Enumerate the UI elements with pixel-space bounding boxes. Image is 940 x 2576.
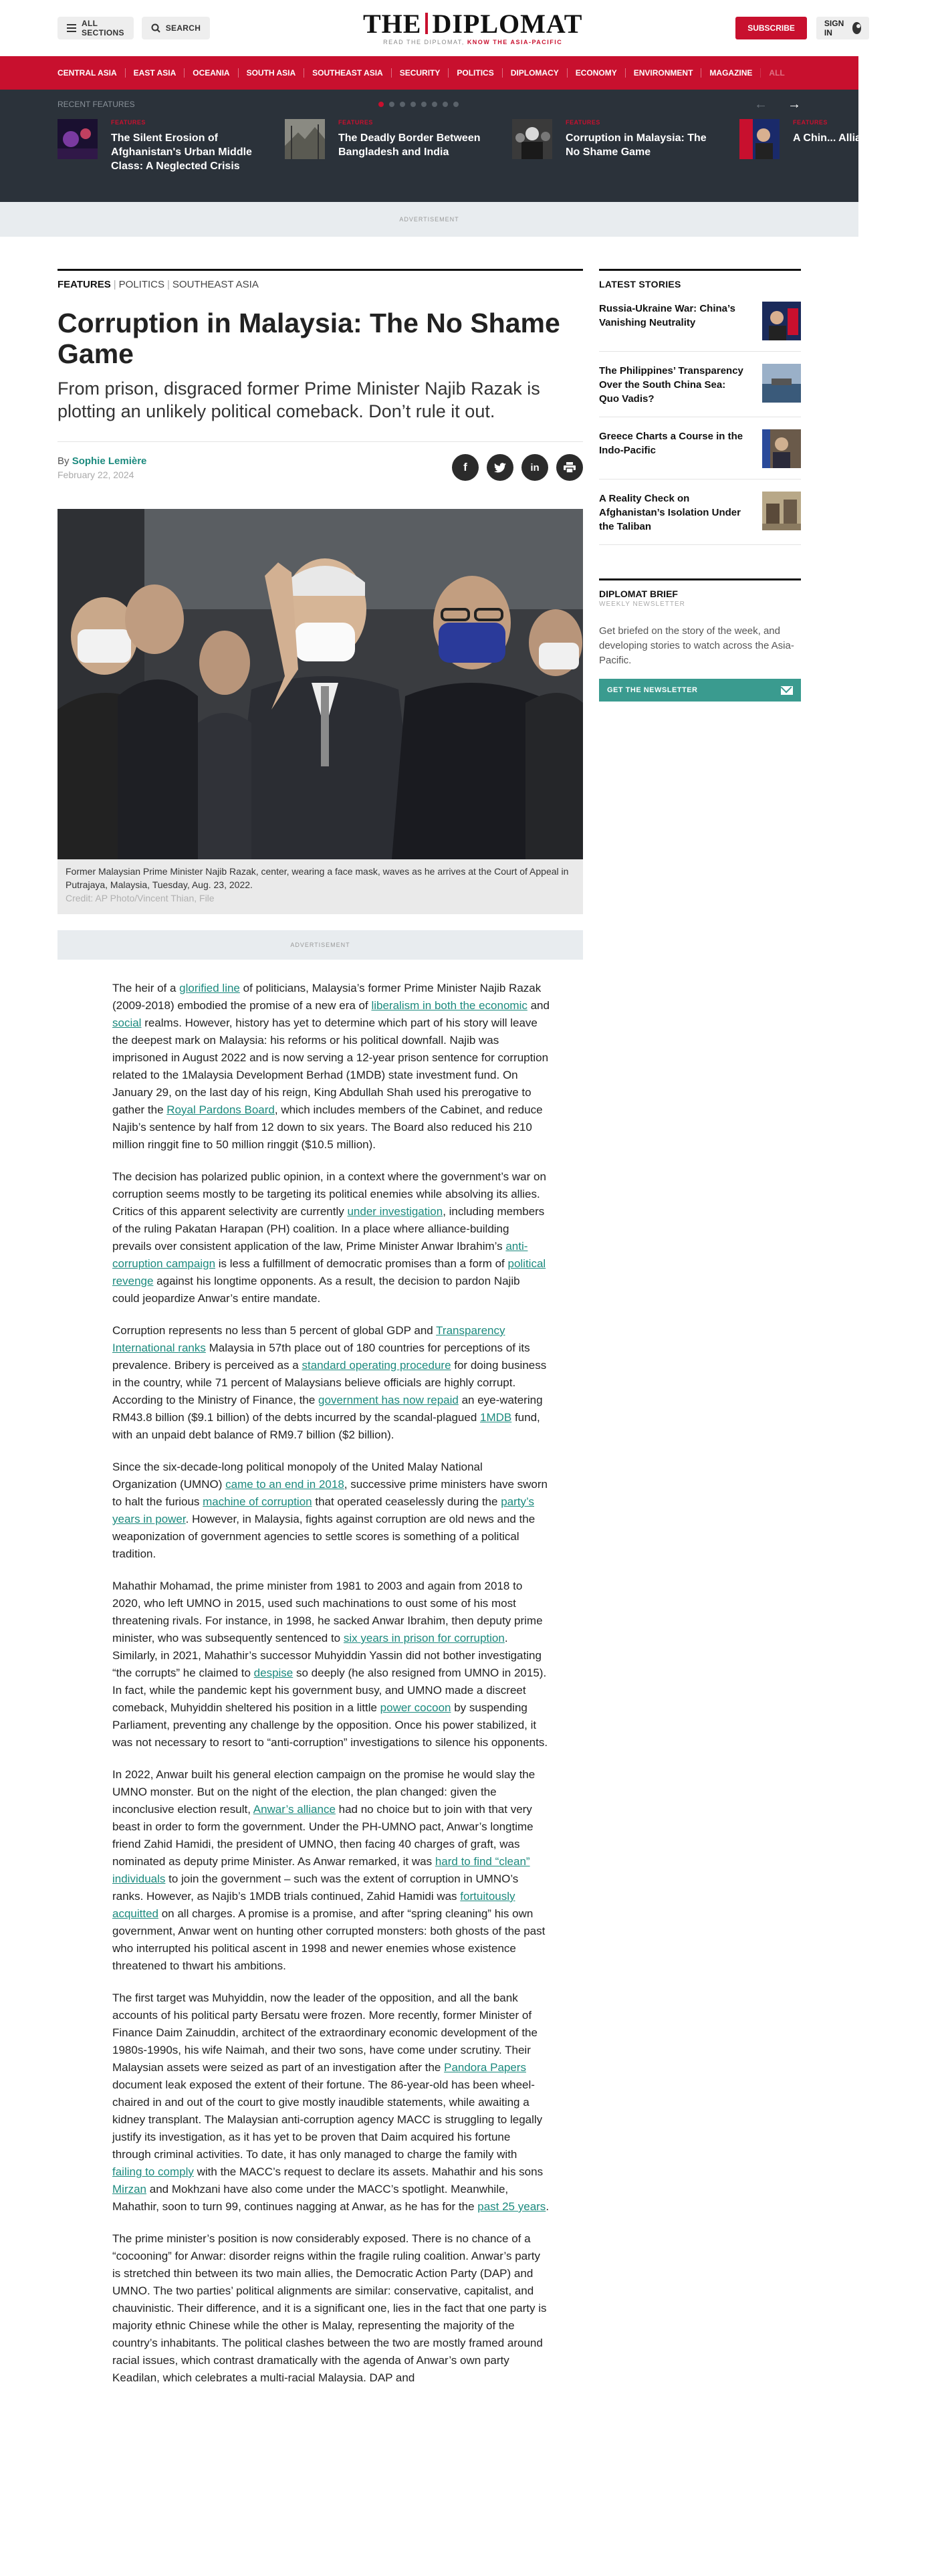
newsletter-title: DIPLOMAT BRIEF: [599, 588, 678, 599]
paragraph-text: that operated ceaselessly during the: [312, 1495, 501, 1508]
feature-thumbnail: [285, 119, 325, 159]
feature-category: FEATURES: [566, 119, 600, 126]
paragraph-text: for doing business in the country, while 71 percent of Malaysians believe officials are highly corrupt. According to the Ministry of Finance, the: [112, 1359, 547, 1406]
paragraph-text: by suspending Parliament, preventing any challenge by the opposition. Once his power stabilized, it was not necessary to resort to “anti-corruption” investigations to silence his opponents.: [112, 1701, 548, 1749]
print-icon[interactable]: [556, 454, 583, 481]
advertisement-banner: ADVERTISEMENT: [0, 202, 858, 237]
site-logo[interactable]: [210, 11, 735, 45]
feature-title: The Silent Erosion of Afghanistan's Urban Middle Class: A Neglected Crisis: [111, 132, 252, 172]
article-paragraph: [112, 1322, 550, 1444]
inline-link[interactable]: Pandora Papers: [444, 2061, 526, 2074]
nav-politics[interactable]: POLITICS: [448, 68, 501, 78]
paragraph-text: , successive prime ministers have sworn to halt the furious: [112, 1478, 548, 1508]
recent-features-carousel: [0, 90, 883, 202]
crumb-politics[interactable]: POLITICS: [118, 279, 164, 290]
article-paragraph: [112, 980, 550, 1154]
nav-southeast-asia[interactable]: SOUTHEAST ASIA: [304, 68, 391, 78]
inline-link[interactable]: anti-corruption campaign: [112, 1240, 528, 1270]
photo-credit: Credit: AP Photo/Vincent Thian, File: [66, 893, 215, 903]
newsletter-box: [599, 578, 801, 702]
get-newsletter-button[interactable]: [599, 679, 801, 702]
carousel-dot[interactable]: [443, 102, 448, 107]
carousel-dot[interactable]: [378, 102, 384, 107]
inline-link[interactable]: machine of corruption: [203, 1495, 312, 1508]
inline-link[interactable]: under investigation: [347, 1205, 443, 1218]
paragraph-text: Since the six-decade-long political monopoly of the United Malay National Organization (UMNO): [112, 1461, 483, 1491]
carousel-dot[interactable]: [432, 102, 437, 107]
inline-link[interactable]: Mirzan: [112, 2183, 147, 2195]
feature-category: FEATURES: [793, 119, 828, 126]
nav-environment[interactable]: ENVIRONMENT: [625, 68, 701, 78]
by-prefix: By: [57, 455, 70, 467]
all-sections-label: ALL SECTIONS: [82, 19, 124, 37]
inline-link[interactable]: came to an end in 2018: [225, 1478, 344, 1491]
carousel-dot[interactable]: [400, 102, 405, 107]
article-paragraph: [112, 1168, 550, 1307]
paragraph-text: against his longtime opponents. As a result, the decision to pardon Najib could jeopardize Anwar’s entire mandate.: [112, 1275, 520, 1305]
photo-caption: [57, 859, 583, 914]
paragraph-text: The prime minister’s position is now considerably exposed. There is no chance of a “cocooning” for Anwar: disorder reigns within the fragile ruling coalition. Anwar’s party is stretched thin between its two main allies, the Democratic Action Party (DAP) and UMNO. The two parties’ political alignments are similar: conservative, capitalist, and chauvinistic. Their difference, and it is a significant one, lies in the fact that one party is majority ethnic Chinese while the other is Malay, representing the majority of the country’s inhabitants. The political clashes between the two are mostly framed around racial issues, which contrast dramatically with the agenda of Anwar’s own party Keadilan, which celebrates a multi-racial Malaysia. DAP and: [112, 2232, 547, 2384]
top-bar: [0, 0, 858, 56]
feature-card[interactable]: [57, 119, 258, 173]
paragraph-text: Malaysia in 57th place out of 180 countries for perceptions of its prevalence. Bribery is perceived as a: [112, 1341, 530, 1372]
tagline-a: READ THE DIPLOMAT,: [383, 39, 465, 45]
paragraph-text: . However, in Malaysia, fights against corruption are old news and the weaponization of government agencies to settle scores is something of a political tradition.: [112, 1513, 536, 1560]
feature-thumbnail: [57, 119, 98, 159]
carousel-next-arrow-icon[interactable]: →: [788, 96, 801, 112]
search-button[interactable]: [142, 17, 210, 39]
feature-card[interactable]: [739, 119, 940, 173]
article-paragraph: [112, 1766, 550, 1975]
inline-link[interactable]: party’s years in power: [112, 1495, 534, 1525]
advertisement-slot: ADVERTISEMENT: [57, 930, 583, 960]
feature-category: FEATURES: [111, 119, 146, 126]
carousel-dot[interactable]: [410, 102, 416, 107]
inline-link[interactable]: fortuitously acquitted: [112, 1890, 515, 1920]
logo-text-left: THE: [362, 9, 422, 39]
paragraph-text: .: [546, 2200, 550, 2213]
paragraph-text: The heir of a: [112, 982, 180, 994]
all-sections-button[interactable]: [57, 17, 134, 39]
sidebar: [599, 269, 801, 2401]
nav-diplomacy[interactable]: DIPLOMACY: [502, 68, 567, 78]
search-icon: [151, 23, 160, 33]
paragraph-text: , which includes members of the Cabinet, and reduce Najib’s sentence by half from 12 down to six years. The Board also reduced his 210 million ringgit fine to 50 million ringgit ($10.5 million).: [112, 1103, 543, 1151]
paragraph-text: and: [527, 999, 550, 1012]
article: [57, 269, 583, 2401]
latest-story-thumbnail: [762, 302, 801, 340]
inline-link[interactable]: Anwar’s alliance: [253, 1803, 336, 1816]
feature-thumbnail: [512, 119, 552, 159]
feature-title: A Chin... Allianc...: [793, 132, 883, 144]
paragraph-text: had no choice but to join with that very beast in order to form the government. Under the PH-UMNO pact, Anwar’s longtime friend Zahid Hamidi, the president of UMNO, then facing 40 charges of graft, was nominated as deputy prime Minister. As Anwar remarked, it was: [112, 1803, 534, 1868]
main-nav: [0, 56, 858, 90]
author-link[interactable]: Sophie Lemière: [72, 455, 147, 467]
carousel-dot[interactable]: [453, 102, 459, 107]
menu-icon: [67, 24, 76, 32]
nav-east-asia[interactable]: EAST ASIA: [125, 68, 185, 78]
inline-link[interactable]: despise: [253, 1667, 293, 1679]
nav-all[interactable]: ALL: [760, 68, 792, 78]
nav-south-asia[interactable]: SOUTH ASIA: [238, 68, 304, 78]
feature-title: Corruption in Malaysia: The No Shame Game: [566, 132, 707, 158]
feature-title: The Deadly Border Between Bangladesh and India: [338, 132, 481, 158]
sign-in-button[interactable]: [816, 17, 869, 39]
paragraph-text: of politicians, Malaysia’s former Prime Minister Najib Razak (2009-2018) embodied the promise of a new era of: [112, 982, 542, 1012]
paragraph-text: The decision has polarized public opinion, in a context where the government’s war on corruption seems mostly to be targeting its political enemies while absolving its allies. Critics of this apparent selectivity are currently: [112, 1170, 546, 1218]
search-label: SEARCH: [165, 23, 201, 33]
latest-story-title[interactable]: The Philippines’ Transparency Over the South China Sea: Quo Vadis?: [599, 365, 743, 405]
feature-card[interactable]: [512, 119, 713, 173]
twitter-share-icon[interactable]: [487, 454, 513, 481]
sign-in-label: SIGN IN: [824, 19, 844, 37]
nav-security[interactable]: SECURITY: [391, 68, 449, 78]
byline: [57, 441, 583, 481]
feature-thumbnail: [739, 119, 780, 159]
paragraph-text: is less a fulfillment of democratic promises than a form of: [215, 1257, 508, 1270]
breadcrumb: FEATURES | POLITICS | SOUTHEAST ASIA: [57, 269, 583, 290]
latest-story-thumbnail: [762, 429, 801, 468]
newsletter-subtitle: WEEKLY NEWSLETTER: [599, 601, 685, 608]
nav-oceania[interactable]: OCEANIA: [184, 68, 237, 78]
inline-link[interactable]: failing to comply: [112, 2165, 194, 2178]
inline-link[interactable]: political revenge: [112, 1257, 546, 1287]
user-icon: [852, 22, 862, 34]
latest-story-title[interactable]: Russia-Ukraine War: China’s Vanishing Neutrality: [599, 303, 735, 328]
paragraph-text: Corruption represents no less than 5 percent of global GDP and: [112, 1324, 437, 1337]
latest-story-thumbnail: [762, 364, 801, 403]
share-buttons: [452, 454, 583, 481]
carousel-prev-arrow-icon[interactable]: ←: [754, 96, 768, 112]
recent-features-label: RECENT FEATURES: [57, 100, 135, 109]
latest-story[interactable]: [599, 417, 801, 479]
inline-link[interactable]: glorified line: [179, 982, 240, 994]
paragraph-text: so deeply (he also resigned from UMNO in 2015). In fact, while the pandemic kept his government busy, and UMNO made a discreet comeback, Muhyiddin sheltered his position in a little: [112, 1667, 547, 1714]
feature-card[interactable]: [285, 119, 485, 173]
lead-photo: [57, 509, 583, 859]
article-paragraph: [112, 1578, 550, 1751]
inline-link[interactable]: past 25 years: [477, 2200, 546, 2213]
carousel-dot[interactable]: [421, 102, 427, 107]
linkedin-share-icon[interactable]: in: [521, 454, 548, 481]
publish-date: February 22, 2024: [57, 469, 134, 480]
nav-central-asia[interactable]: CENTRAL ASIA: [57, 68, 117, 78]
feature-category: FEATURES: [338, 119, 373, 126]
inline-link[interactable]: liberalism in both the economic: [371, 999, 527, 1012]
logo-text-right: DIPLOMAT: [432, 9, 583, 39]
page-title: Corruption in Malaysia: The No Shame Game: [57, 308, 560, 369]
latest-story-thumbnail: [762, 492, 801, 530]
inline-link[interactable]: Transparency International ranks: [112, 1324, 505, 1354]
crumb-southeast-asia[interactable]: SOUTHEAST ASIA: [172, 279, 259, 290]
newsletter-description: Get briefed on the story of the week, and developing stories to watch across the Asia-Pacific.: [599, 625, 794, 666]
latest-story[interactable]: [599, 290, 801, 352]
paragraph-text: Mahathir Mohamad, the prime minister from 1981 to 2003 and again from 2018 to 2020, who left UMNO in 2015, used such machinations to oust some of his most threatening rivals. For instance, in 1998, he sacked Anwar Ibrahim, then deputy prime minister, who was subsequently sentenced to: [112, 1580, 543, 1644]
nav-economy[interactable]: ECONOMY: [567, 68, 625, 78]
facebook-share-icon[interactable]: f: [452, 454, 479, 481]
caption-text: Former Malaysian Prime Minister Najib Razak, center, wearing a face mask, waves as he arrives at the Court of Appeal in Putrajaya, Malaysia, Tuesday, Aug. 23, 2022.: [66, 866, 569, 890]
article-paragraph: [112, 1990, 550, 2216]
crumb-features[interactable]: FEATURES: [57, 279, 111, 290]
envelope-icon: [781, 686, 793, 695]
latest-story[interactable]: [599, 352, 801, 417]
latest-story[interactable]: [599, 479, 801, 545]
inline-link[interactable]: hard to find “clean” individuals: [112, 1855, 530, 1885]
inline-link[interactable]: Royal Pardons Board: [166, 1103, 275, 1116]
nav-magazine[interactable]: MAGAZINE: [701, 68, 760, 78]
carousel-dots: [378, 102, 459, 107]
subscribe-button[interactable]: SUBSCRIBE: [735, 17, 807, 39]
inline-link[interactable]: 1MDB: [480, 1411, 512, 1424]
latest-stories-heading: LATEST STORIES: [599, 269, 801, 290]
paragraph-text: realms. However, history has yet to determine which part of his story will leave the deepest mark on Malaysia: his reforms or his political downfall. Najib was imprisoned in August 2022 and is now serving a 12-year prison sentence for corruption related to the 1Malaysia Development Berhad (1MDB) state investment fund. On January 29, on the last day of his reign, King Abdullah Shah used his prerogative to gather the: [112, 1016, 549, 1116]
paragraph-text: document leak exposed the extent of their fortune. The 86-year-old has been wheel-chaired in and out of the court to give mostly inaudible statements, while awaiting a kidney transplant. The Malaysian anti-corruption agency MACC is struggling to legally justify its investigation, as it has yet to be proven that Daim acquired his fortune through criminal activities. To date, it has only managed to charge the family with: [112, 2078, 543, 2161]
inline-link[interactable]: power cocoon: [380, 1701, 451, 1714]
article-paragraph: [112, 1459, 550, 1563]
latest-story-title[interactable]: Greece Charts a Course in the Indo-Pacific: [599, 431, 743, 456]
paragraph-text: an eye-watering RM43.8 billion ($9.1 billion) of the debts incurred by the scandal-plagued: [112, 1394, 543, 1424]
paragraph-text: In 2022, Anwar built his general election campaign on the promise he would slay the UMNO monster. But on the night of the election, the plan changed: given the inconclusive election result,: [112, 1768, 536, 1816]
tagline-b: KNOW THE ASIA-PACIFIC: [467, 39, 563, 45]
carousel-dot[interactable]: [389, 102, 394, 107]
paragraph-text: The first target was Muhyiddin, now the leader of the opposition, and all the bank accounts of his political party Bersatu were frozen. More recently, former Minister of Finance Daim Zainuddin, architect of the extraordinary economic development of the 1980s-1990s, his wife Naimah, and their two sons, have come under scrutiny. Their Malaysian assets were seized as part of an investigation after the: [112, 1992, 538, 2074]
paragraph-text: with the MACC’s request to declare its assets. Mahathir and his sons: [193, 2165, 544, 2178]
article-paragraph: [112, 2230, 550, 2387]
paragraph-text: , including members of the ruling Pakatan Harapan (PH) coalition. In a place where alliance-building prevails over consistent application of the law, Prime Minister Anwar Ibrahim’s: [112, 1205, 545, 1253]
paragraph-text: fund, with an unpaid debt balance of RM9.7 billion ($2 billion).: [112, 1411, 540, 1441]
get-newsletter-label: GET THE NEWSLETTER: [607, 686, 698, 694]
inline-link[interactable]: government has now repaid: [318, 1394, 459, 1406]
latest-story-title[interactable]: A Reality Check on Afghanistan’s Isolation Under the Taliban: [599, 493, 741, 532]
inline-link[interactable]: social: [112, 1016, 142, 1029]
paragraph-text: . Similarly, in 2021, Mahathir’s successor Muhyiddin Yassin did not bother investigating “the corrupts” he claimed to: [112, 1632, 542, 1679]
article-body: [57, 980, 583, 2387]
paragraph-text: on all charges. A promise is a promise, and after “spring cleaning” his own government, Anwar went on hunting other corrupted monsters: both ghosts of the past who interrupted his political ascent in 1998 and newer enemies whose existence threatened to thwart his ambitions.: [112, 1907, 546, 1972]
inline-link[interactable]: standard operating procedure: [302, 1359, 451, 1372]
lead-figure: [57, 509, 583, 914]
paragraph-text: and Mokhzani have also come under the MACC’s spotlight. Meanwhile, Mahathir, soon to turn 99, continues nagging at Anwar, as he has for the: [112, 2183, 509, 2213]
inline-link[interactable]: six years in prison for corruption: [343, 1632, 505, 1644]
article-subtitle: From prison, disgraced former Prime Minister Najib Razak is plotting an unlikely political comeback. Don’t rule it out.: [57, 379, 540, 421]
paragraph-text: to join the government – such was the extent of corruption in UMNO’s ranks. However, as Najib’s 1MDB trials continued, Zahid Hamidi was: [112, 1872, 519, 1903]
